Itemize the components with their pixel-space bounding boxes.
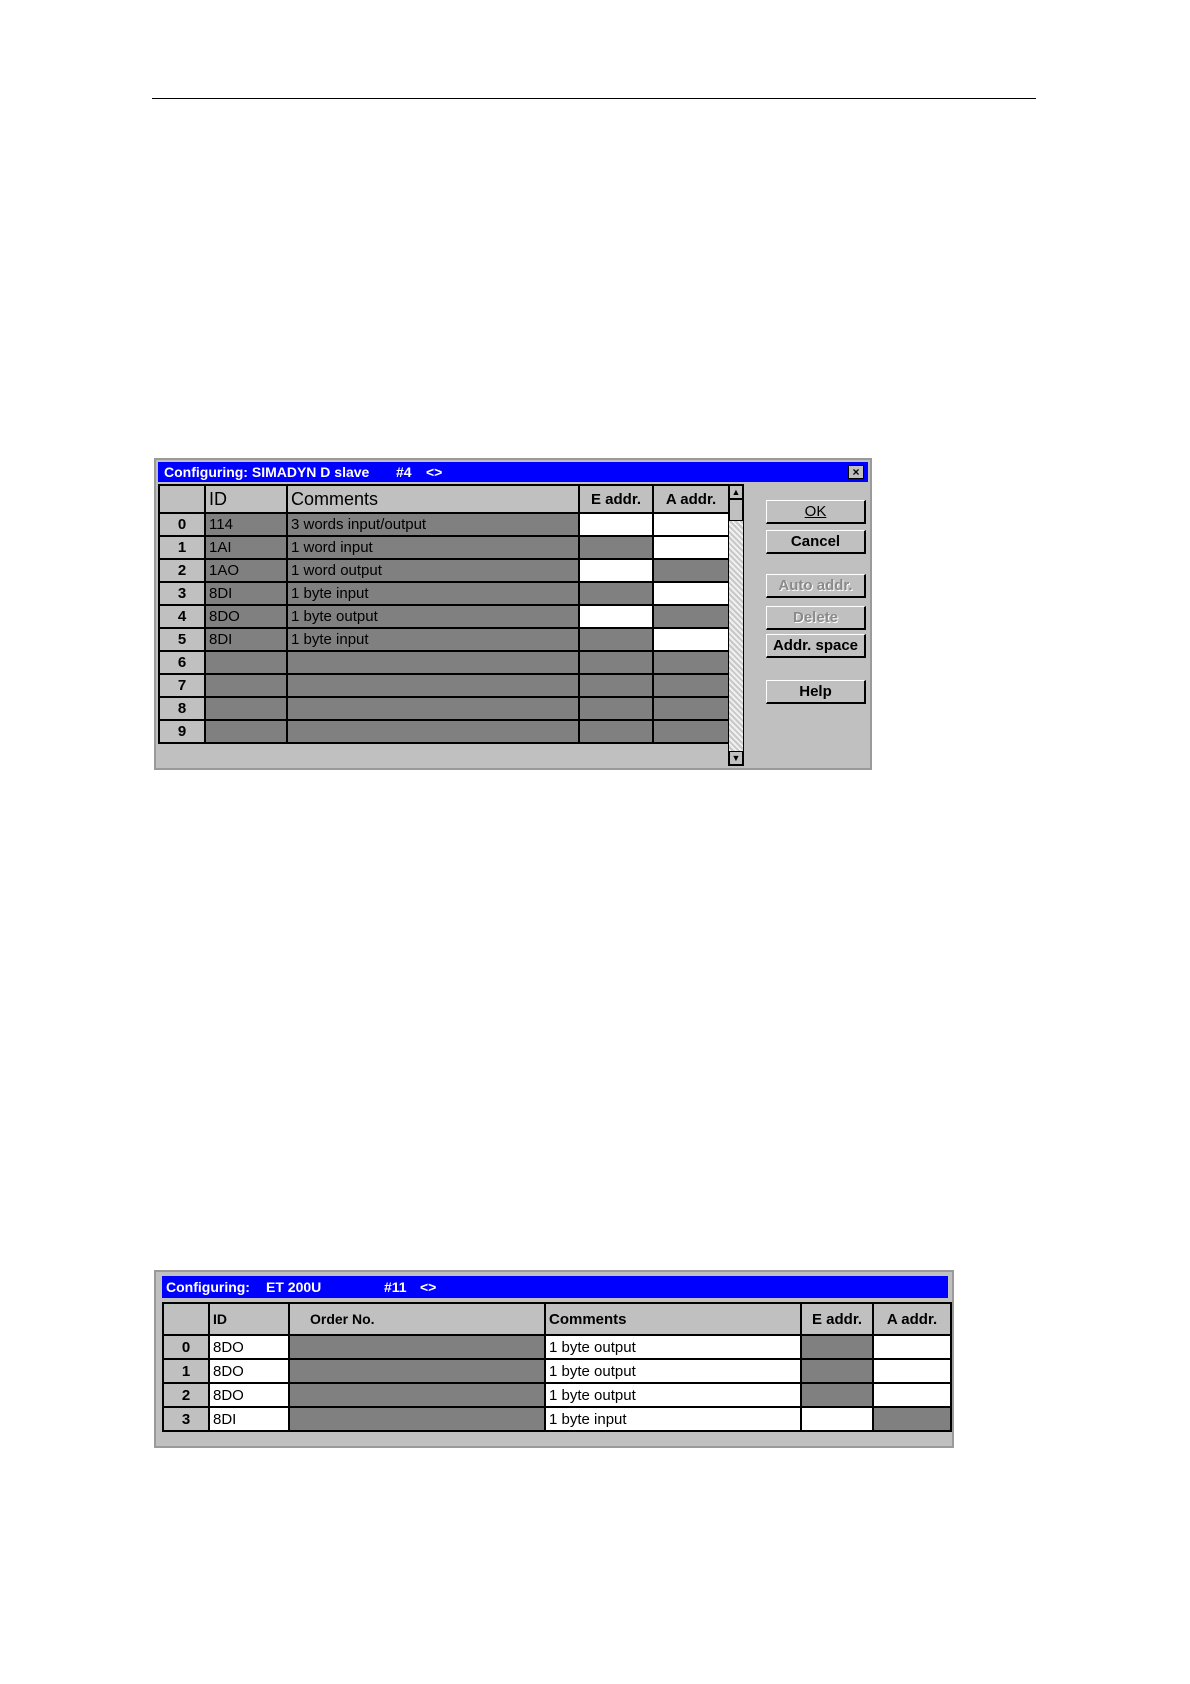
e-addr-cell[interactable] bbox=[579, 720, 653, 743]
simadyn-config-dialog bbox=[154, 458, 872, 770]
id-cell[interactable]: 1AI bbox=[205, 536, 287, 559]
table-row[interactable] bbox=[159, 559, 729, 582]
a-addr-cell[interactable] bbox=[653, 674, 729, 697]
e-addr-cell[interactable] bbox=[579, 697, 653, 720]
dialog-title: Configuring: SIMADYN D slave bbox=[164, 464, 370, 480]
table-row[interactable] bbox=[159, 513, 729, 536]
id-cell[interactable] bbox=[205, 651, 287, 674]
table-row[interactable] bbox=[163, 1383, 951, 1407]
e-addr-cell[interactable] bbox=[579, 651, 653, 674]
order-no-cell[interactable] bbox=[289, 1359, 545, 1383]
row-number[interactable]: 0 bbox=[159, 513, 205, 536]
comment-cell[interactable]: 1 byte output bbox=[287, 605, 579, 628]
table-row[interactable] bbox=[159, 582, 729, 605]
a-addr-cell[interactable] bbox=[653, 513, 729, 536]
id-cell[interactable] bbox=[205, 720, 287, 743]
id-cell[interactable] bbox=[205, 697, 287, 720]
e-addr-cell[interactable] bbox=[579, 605, 653, 628]
a-addr-cell[interactable] bbox=[653, 720, 729, 743]
row-number[interactable]: 3 bbox=[163, 1407, 209, 1431]
row-number[interactable]: 2 bbox=[163, 1383, 209, 1407]
a-addr-cell[interactable] bbox=[873, 1335, 951, 1359]
row-number[interactable]: 2 bbox=[159, 559, 205, 582]
station-arrows[interactable]: <> bbox=[420, 1279, 437, 1295]
comment-cell[interactable]: 1 byte input bbox=[287, 628, 579, 651]
station-number: #11 bbox=[384, 1279, 407, 1295]
dialog-title: Configuring: bbox=[166, 1279, 250, 1295]
row-number[interactable]: 3 bbox=[159, 582, 205, 605]
id-cell[interactable] bbox=[205, 674, 287, 697]
scroll-thumb[interactable] bbox=[729, 499, 743, 521]
id-cell[interactable]: 8DO bbox=[209, 1359, 289, 1383]
e-addr-cell[interactable] bbox=[801, 1359, 873, 1383]
addr-space-button[interactable]: Addr. space bbox=[766, 634, 866, 658]
close-icon[interactable]: × bbox=[848, 465, 864, 479]
table-row[interactable] bbox=[163, 1335, 951, 1359]
id-cell[interactable]: 8DO bbox=[209, 1335, 289, 1359]
table-row[interactable] bbox=[159, 651, 729, 674]
module-table bbox=[158, 484, 730, 744]
a-addr-cell[interactable] bbox=[653, 697, 729, 720]
auto-addr-button[interactable]: Auto addr. bbox=[766, 574, 866, 598]
table-row[interactable] bbox=[159, 674, 729, 697]
row-number[interactable]: 7 bbox=[159, 674, 205, 697]
a-addr-cell[interactable] bbox=[873, 1359, 951, 1383]
a-addr-cell[interactable] bbox=[653, 628, 729, 651]
table-row[interactable] bbox=[159, 628, 729, 651]
e-addr-cell[interactable] bbox=[801, 1383, 873, 1407]
row-number[interactable]: 1 bbox=[163, 1359, 209, 1383]
comment-cell[interactable] bbox=[287, 697, 579, 720]
column-header-a-addr: A addr. bbox=[873, 1303, 951, 1335]
a-addr-cell[interactable] bbox=[873, 1383, 951, 1407]
ok-button[interactable]: OK bbox=[766, 500, 866, 524]
page-top-rule bbox=[152, 98, 1036, 99]
column-header-id: ID bbox=[209, 1303, 289, 1335]
table-row[interactable] bbox=[159, 720, 729, 743]
id-cell[interactable]: 8DO bbox=[205, 605, 287, 628]
order-no-cell[interactable] bbox=[289, 1335, 545, 1359]
a-addr-cell[interactable] bbox=[653, 536, 729, 559]
id-cell[interactable]: 1AO bbox=[205, 559, 287, 582]
corner-cell bbox=[159, 485, 205, 513]
comment-cell[interactable]: 1 byte output bbox=[545, 1383, 801, 1407]
e-addr-cell[interactable] bbox=[801, 1407, 873, 1431]
module-table bbox=[162, 1302, 952, 1432]
order-no-cell[interactable] bbox=[289, 1383, 545, 1407]
comment-cell[interactable]: 1 word input bbox=[287, 536, 579, 559]
device-name: ET 200U bbox=[266, 1279, 322, 1295]
a-addr-cell[interactable] bbox=[653, 559, 729, 582]
comment-cell[interactable] bbox=[287, 651, 579, 674]
row-number[interactable]: 9 bbox=[159, 720, 205, 743]
scroll-up-icon[interactable]: ▲ bbox=[729, 485, 743, 499]
row-number[interactable]: 6 bbox=[159, 651, 205, 674]
e-addr-cell[interactable] bbox=[801, 1335, 873, 1359]
row-number[interactable]: 0 bbox=[163, 1335, 209, 1359]
comment-cell[interactable]: 1 word output bbox=[287, 559, 579, 582]
cancel-button[interactable]: Cancel bbox=[766, 530, 866, 554]
e-addr-cell[interactable] bbox=[579, 582, 653, 605]
et200u-config-dialog bbox=[154, 1270, 954, 1448]
column-header-a-addr: A addr. bbox=[653, 485, 729, 513]
id-cell[interactable]: 8DO bbox=[209, 1383, 289, 1407]
corner-cell bbox=[163, 1303, 209, 1335]
a-addr-cell[interactable] bbox=[653, 582, 729, 605]
id-cell[interactable]: 8DI bbox=[209, 1407, 289, 1431]
comment-cell[interactable]: 1 byte output bbox=[545, 1335, 801, 1359]
station-arrows[interactable]: <> bbox=[426, 464, 443, 480]
station-number: #4 bbox=[396, 464, 412, 480]
column-header-e-addr: E addr. bbox=[579, 485, 653, 513]
e-addr-cell[interactable] bbox=[579, 674, 653, 697]
comment-cell[interactable] bbox=[287, 674, 579, 697]
column-header-order-no: Order No. bbox=[289, 1303, 545, 1335]
delete-button[interactable]: Delete bbox=[766, 606, 866, 630]
column-header-comments: Comments bbox=[287, 485, 579, 513]
table-row[interactable] bbox=[159, 536, 729, 559]
table-row[interactable] bbox=[163, 1407, 951, 1431]
column-header-comments: Comments bbox=[545, 1303, 801, 1335]
comment-cell[interactable]: 1 byte output bbox=[545, 1359, 801, 1383]
a-addr-cell[interactable] bbox=[873, 1407, 951, 1431]
order-no-cell[interactable] bbox=[289, 1407, 545, 1431]
e-addr-cell[interactable] bbox=[579, 628, 653, 651]
comment-cell[interactable] bbox=[287, 720, 579, 743]
e-addr-cell[interactable] bbox=[579, 536, 653, 559]
scroll-down-icon[interactable]: ▼ bbox=[729, 751, 743, 765]
column-header-id: ID bbox=[205, 485, 287, 513]
table-row[interactable] bbox=[159, 697, 729, 720]
table-row[interactable] bbox=[163, 1359, 951, 1383]
a-addr-cell[interactable] bbox=[653, 651, 729, 674]
e-addr-cell[interactable] bbox=[579, 513, 653, 536]
column-header-e-addr: E addr. bbox=[801, 1303, 873, 1335]
id-cell[interactable]: 8DI bbox=[205, 582, 287, 605]
row-number[interactable]: 1 bbox=[159, 536, 205, 559]
dialog-titlebar bbox=[158, 462, 868, 482]
row-number[interactable]: 5 bbox=[159, 628, 205, 651]
dialog-titlebar bbox=[162, 1276, 948, 1298]
comment-cell[interactable]: 1 byte input bbox=[287, 582, 579, 605]
comment-cell[interactable]: 3 words input/output bbox=[287, 513, 579, 536]
row-number[interactable]: 8 bbox=[159, 697, 205, 720]
id-cell[interactable]: 114 bbox=[205, 513, 287, 536]
vertical-scrollbar[interactable] bbox=[728, 484, 744, 766]
comment-cell[interactable]: 1 byte input bbox=[545, 1407, 801, 1431]
row-number[interactable]: 4 bbox=[159, 605, 205, 628]
table-row[interactable] bbox=[159, 605, 729, 628]
a-addr-cell[interactable] bbox=[653, 605, 729, 628]
help-button[interactable]: Help bbox=[766, 680, 866, 704]
e-addr-cell[interactable] bbox=[579, 559, 653, 582]
id-cell[interactable]: 8DI bbox=[205, 628, 287, 651]
